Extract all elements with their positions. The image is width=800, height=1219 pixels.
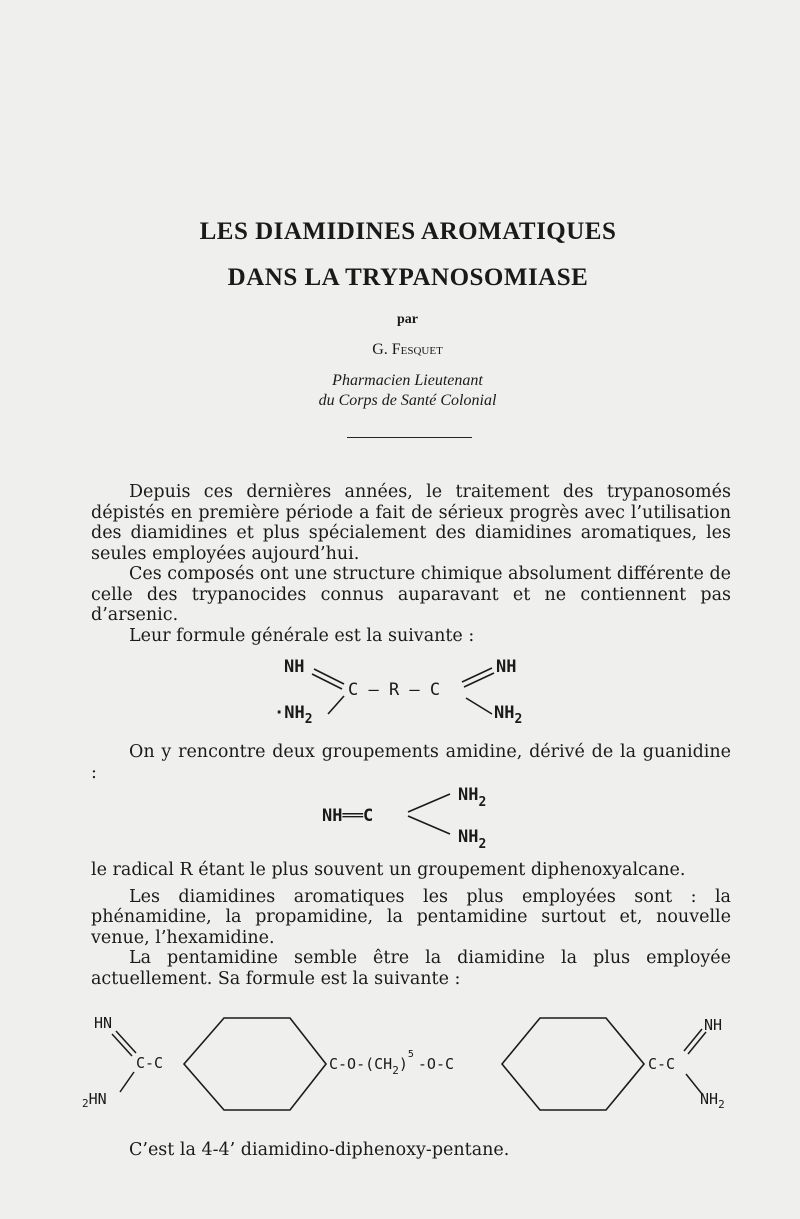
pf-c-left: C-C [136, 1054, 164, 1072]
pf-nh2-bottom: $NH_2$ [700, 1090, 725, 1111]
body-block-4 [91, 1140, 731, 1161]
gf-core: C — R — C [348, 680, 441, 700]
benzene-ring-left [184, 1018, 326, 1110]
affiliation-line-1: Pharmacien Lieutenant [332, 372, 483, 389]
paragraph-3: Leur formule générale est la suivante : [129, 625, 475, 646]
general-formula [270, 652, 560, 732]
pf-c-right: C-C [648, 1055, 676, 1073]
guanidine-nh2-bottom: $NH_2$ [458, 827, 487, 852]
body-block-1 [91, 482, 731, 646]
paragraph-7: La pentamidine semble être la diamidine la plus employée actuellement. Sa formule est la suivante : [91, 948, 731, 989]
pf-hn-bottom: $_2$HN [82, 1090, 107, 1110]
paragraph-8: C’est la 4-4’ diamidino-diphenoxy-pentane. [129, 1140, 510, 1160]
gf-nh2-left: $\cdot NH_2$ [274, 703, 313, 727]
body-block-3 [91, 860, 731, 989]
paragraph-5: le radical R étant le plus souvent un groupement diphenoxyalcane. [91, 860, 686, 880]
paragraph-1: Depuis ces dernières années, le traitement des trypanosomés dépistés en première période a fait de sérieux progrès avec l’utilisation des diamidines et plus spécialement des diamidines aromatiques, les seules employées aujourd’hui. [91, 482, 731, 564]
paragraph-2: Ces composés ont une structure chimique absolument différente de celle des trypanocides connus auparavant et ne contiennent pas d’arsenic. [91, 564, 731, 625]
guanidine-left: NH══C [322, 806, 374, 826]
pf-nh-top: NH [704, 1016, 723, 1034]
pf-chain: $C-O-(CH_2)^5-O-C$ [329, 1049, 455, 1077]
gf-nh-right: NH [496, 657, 517, 677]
gf-nh-left: NH [284, 657, 305, 677]
guanidine-formula [318, 778, 518, 852]
title-line-2: DANS LA TRYPANOSOMIASE [227, 264, 589, 291]
by-label: par [397, 312, 418, 327]
body-block-2 [91, 742, 731, 783]
gf-nh2-right: $NH_2$ [494, 703, 523, 727]
author-initial: G. [372, 341, 388, 358]
paragraph-4: On y rencontre deux groupements amidine, dérivé de la guanidine : [91, 742, 731, 783]
author [0, 341, 800, 359]
guanidine-nh2-top: $NH_2$ [458, 785, 487, 810]
separator-rule [347, 437, 472, 438]
pentamidine-formula [80, 1008, 770, 1128]
paragraph-6: Les diamidines aromatiques les plus employées sont : la phénamidine, la propamidine, la pentamidine surtout et, nouvelle venue, l’hexamidine. [91, 886, 731, 948]
title-line-1: LES DIAMIDINES AROMATIQUES [199, 218, 617, 245]
author-surname: Fesquet [391, 341, 443, 358]
affiliation-line-2: du Corps de Santé Colonial [318, 392, 497, 409]
pf-hn-top: HN [94, 1014, 113, 1032]
benzene-ring-right [502, 1018, 644, 1110]
